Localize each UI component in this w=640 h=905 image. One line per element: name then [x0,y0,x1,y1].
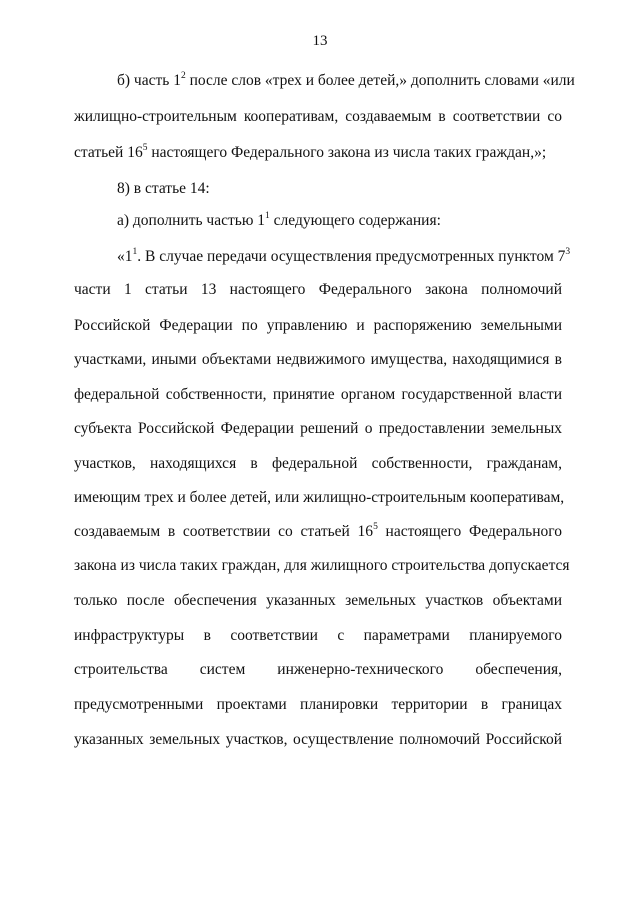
text-segment: участками, иными объектами недвижимого имущества, находящимися в [74,351,562,368]
superscript: 1 [132,246,138,257]
text-segment: инфраструктуры в соответствии с параметрами планируемого [74,627,562,644]
superscript: 5 [142,142,148,153]
text-line [74,143,562,163]
text-line [74,280,562,300]
text-segment: строительства систем инженерно-технического обеспечения, [74,661,562,678]
text-line [74,626,562,646]
text-segment: указанных земельных участков, осуществление полномочий Российской [74,731,562,748]
superscript: 3 [565,246,571,257]
text-line [117,211,562,231]
text-segment: 8) в статье 14: [117,180,210,197]
text-segment: настоящего Федерального [377,523,562,540]
text-line [74,107,562,127]
text-segment: следующего содержания: [269,212,441,229]
superscript: 2 [180,70,186,81]
text-segment: после слов «трех и более детей,» дополнить словами «или [185,72,575,89]
text-segment: создаваемым в соответствии со статьей 16 [74,523,374,540]
text-line [74,660,562,680]
text-segment: жилищно-строительным кооперативам, создаваемым в соответствии со [74,108,562,125]
text-line [74,556,570,576]
text-segment: имеющим трех и более детей, или жилищно-строительным кооперативам, [74,489,565,506]
text-line [74,350,562,370]
text-line [117,70,575,91]
superscript: 5 [373,521,378,532]
text-line [117,246,571,267]
text-segment: а) дополнить частью 1 [117,212,266,229]
text-line [74,385,562,405]
text-segment: предусмотренными проектами планировки территории в границах [74,696,562,713]
text-line [74,488,565,508]
text-segment: закона из числа таких граждан, для жилищного строительства допускается [74,557,570,574]
text-line [74,730,562,750]
text-segment: субъекта Российской Федерации решений о предоставлении земельных [74,420,562,437]
text-segment: настоящего Федерального закона из числа таких граждан,»; [147,144,547,161]
text-line [74,522,562,542]
text-segment: участков, находящихся в федеральной собственности, гражданам, [74,455,562,472]
text-segment: «1 [117,248,133,265]
text-segment: . В случае передачи осуществления предусмотренных пунктом 7 [137,248,566,265]
text-line [117,179,562,199]
text-line [74,591,562,611]
text-segment: части 1 статьи 13 настоящего Федерального закона полномочий [74,281,562,298]
text-line [74,454,562,474]
text-segment: б) часть 1 [117,72,181,89]
text-line [74,419,562,439]
text-segment: федеральной собственности, принятие органом государственной власти [74,386,562,403]
text-line [74,316,562,336]
text-segment: статьей 16 [74,144,143,161]
text-line [74,695,562,715]
text-segment: Российской Федерации по управлению и распоряжению земельными [74,317,562,334]
page-number: 13 [312,33,328,49]
superscript: 1 [265,210,270,221]
text-segment: только после обеспечения указанных земельных участков объектами [74,592,562,609]
